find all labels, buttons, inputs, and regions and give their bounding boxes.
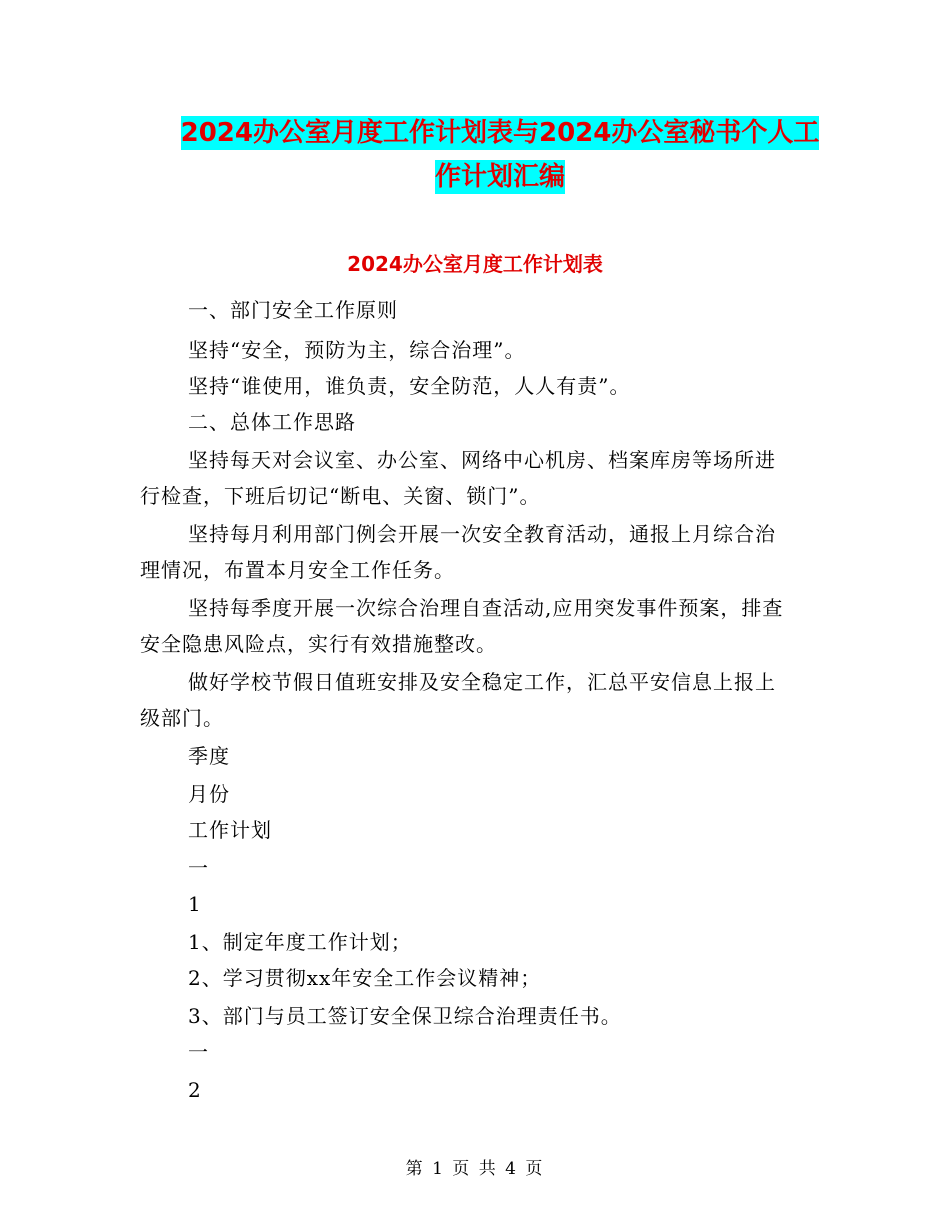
- paragraph-line: 安全隐患风险点，实行有效措施整改。: [140, 632, 497, 656]
- document-title-line-1: [140, 112, 860, 149]
- paragraph-line: 坚持“谁使用，谁负责，安全防范，人人有责”。: [188, 374, 631, 398]
- document-title-text-1: 2024办公室月度工作计划表与2024办公室秘书个人工: [180, 118, 820, 148]
- table-cell: 1、制定年度工作计划；: [188, 930, 412, 954]
- paragraph-line: 做好学校节假日值班安排及安全稳定工作，汇总平安信息上报上: [188, 670, 776, 694]
- section-heading: 二、总体工作思路: [188, 410, 356, 434]
- paragraph-line: 坚持每季度开展一次综合治理自查活动,应用突发事件预案，排查: [188, 596, 784, 620]
- table-cell: 3、部门与员工签订安全保卫综合治理责任书。: [188, 1004, 622, 1028]
- paragraph-line: 坚持每天对会议室、办公室、网络中心机房、档案库房等场所进: [188, 448, 776, 472]
- table-cell: 一: [188, 856, 209, 880]
- paragraph-line: 坚持每月利用部门例会开展一次安全教育活动，通报上月综合治: [188, 522, 776, 546]
- table-cell: 工作计划: [188, 818, 272, 842]
- document-title-text-2: 作计划汇编: [434, 162, 565, 192]
- table-cell: 2: [188, 1078, 202, 1102]
- paragraph-line: 理情况，布置本月安全工作任务。: [140, 558, 455, 582]
- table-cell: 月份: [188, 782, 230, 806]
- table-cell: 1: [188, 892, 202, 916]
- section-heading: 一、部门安全工作原则: [188, 298, 398, 322]
- page-footer: 第 1 页 共 4 页: [405, 1159, 545, 1179]
- paragraph-line: 坚持“安全，预防为主，综合治理”。: [188, 338, 526, 362]
- document-title-line-2: [140, 156, 860, 193]
- paragraph-line: 级部门。: [140, 706, 224, 730]
- paragraph-line: 行检查，下班后切记“断电、关窗、锁门”。: [140, 484, 541, 508]
- section-title: 2024办公室月度工作计划表: [347, 252, 603, 276]
- table-cell: 季度: [188, 744, 230, 768]
- table-cell: 一: [188, 1040, 209, 1064]
- table-cell: 2、学习贯彻xx年安全工作会议精神；: [188, 966, 542, 990]
